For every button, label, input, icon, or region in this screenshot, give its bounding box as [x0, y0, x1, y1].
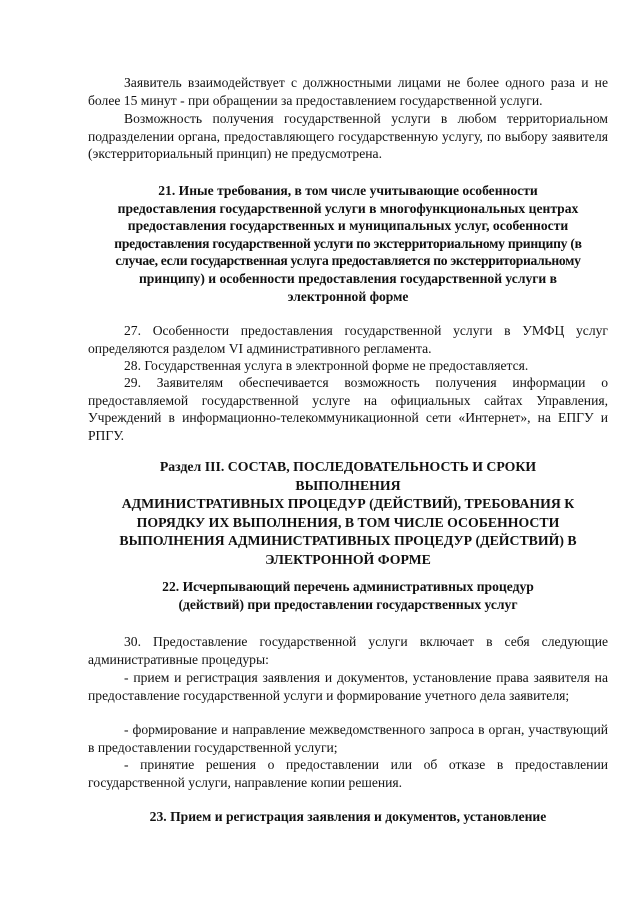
- heading-line: 23. Прием и регистрация заявления и документов, установление: [149, 809, 547, 824]
- heading-line: ВЫПОЛНЕНИЯ АДМИНИСТРАТИВНЫХ ПРОЦЕДУР (ДЕЙСТВИЙ) В: [119, 533, 577, 548]
- heading-line: ПОРЯДКУ ИХ ВЫПОЛНЕНИЯ, В ТОМ ЧИСЛЕ ОСОБЕННОСТИ: [136, 514, 560, 530]
- heading-section-23: [88, 808, 608, 826]
- paragraph-interaction-limit: Заявитель взаимодействует с должностными лицами не более одного раза и не более 15 минут - при обращении за предоставлением государственной услуги.: [88, 75, 608, 108]
- paragraph-30: 30. Предоставление государственной услуги включает в себя следующие административные процедуры:: [88, 634, 608, 667]
- paragraph-27: 27. Особенности предоставления государственной услуги в УМФЦ услуг определяются разделом VI административного регламента.: [88, 323, 608, 356]
- heading-line: 22. Исчерпывающий перечень административных процедур: [162, 579, 534, 594]
- list-item-decision: - принятие решения о предоставлении или об отказе в предоставлении государственной услуги, направление копии решения.: [88, 757, 608, 790]
- heading-line: случае, если государственная услуга предоставляется по экстерриториальному: [115, 253, 581, 269]
- heading-section-iii: [88, 458, 608, 569]
- heading-section-22: [88, 578, 608, 613]
- paragraph-extraterritorial: Возможность получения государственной услуги в любом территориальном подразделении органа, предоставляющего государственную услугу, по выбору заявителя (экстерриториальный принцип) не предусмотрена.: [88, 111, 608, 162]
- heading-line: ВЫПОЛНЕНИЯ: [295, 477, 401, 493]
- heading-line: предоставления государственных и муниципальных услуг, особенности: [127, 218, 569, 234]
- heading-line: Раздел III. СОСТАВ, ПОСЛЕДОВАТЕЛЬНОСТЬ И СРОКИ: [159, 459, 537, 474]
- heading-line: АДМИНИСТРАТИВНЫХ ПРОЦЕДУР (ДЕЙСТВИЙ), ТРЕБОВАНИЯ К: [121, 496, 575, 511]
- heading-line: предоставления государственной услуги по экстерриториальному принципу (в: [114, 235, 582, 251]
- heading-line: предоставления государственной услуги в многофункциональных центрах: [117, 200, 579, 216]
- heading-section-21: [88, 182, 608, 305]
- list-item-reception: - прием и регистрация заявления и документов, установление права заявителя на предоставление государственной услуги и формирование учетного дела заявителя;: [88, 670, 608, 703]
- heading-line: принципу) и особенности предоставления государственной услуги в: [138, 270, 558, 286]
- list-item-interagency-request: - формирование и направление межведомственного запроса в орган, участвующий в предоставлении государственной услуги;: [88, 722, 608, 755]
- paragraph-29: 29. Заявителям обеспечивается возможность получения информации о предоставляемой государственной услуге на официальных сайтах Управления, Учреждений в информационно-телекоммуникационной сети «Интернет», на ЕПГУ и РПГУ.: [88, 375, 608, 443]
- paragraph-28: 28. Государственная услуга в электронной форме не предоставляется.: [124, 358, 529, 373]
- heading-line: 21. Иные требования, в том числе учитывающие особенности: [158, 183, 538, 198]
- heading-line: ЭЛЕКТРОННОЙ ФОРМЕ: [265, 551, 431, 567]
- heading-line: (действий) при предоставлении государственных услуг: [178, 596, 518, 612]
- heading-line: электронной форме: [287, 288, 409, 304]
